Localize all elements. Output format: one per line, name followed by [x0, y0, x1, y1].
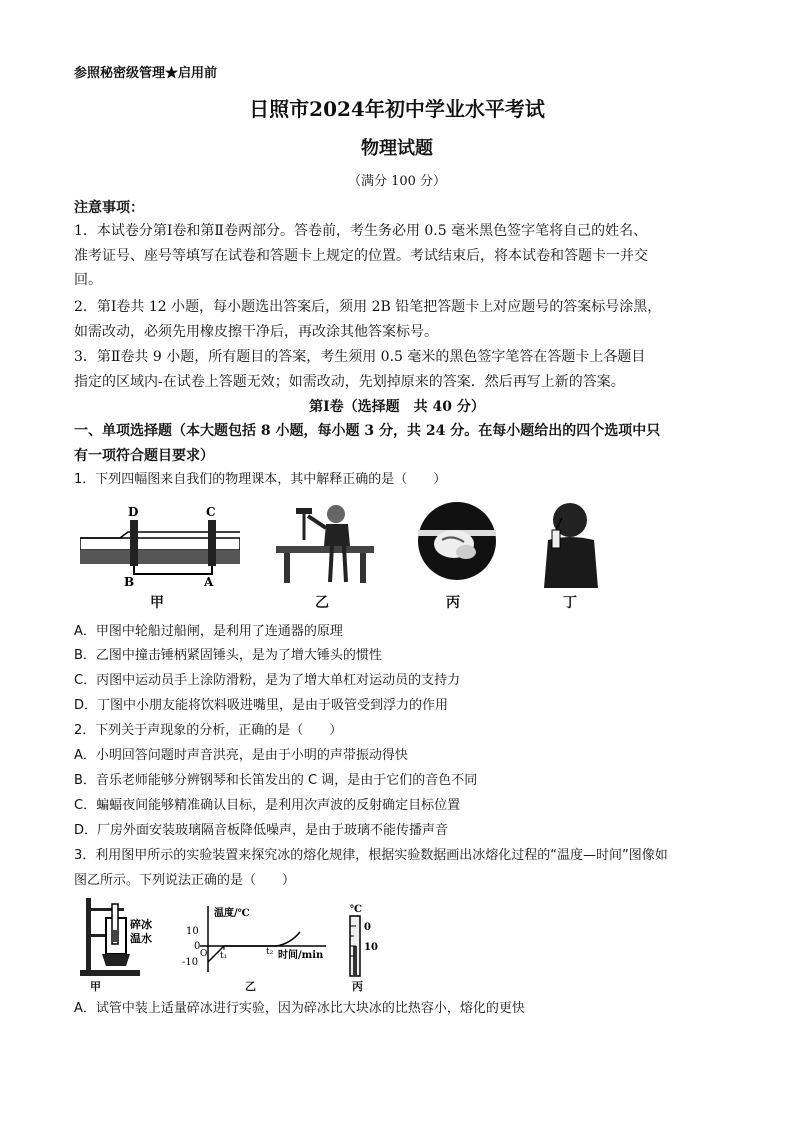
fig-label-ding: 丁	[563, 595, 577, 611]
q2-option-b: B．音乐老师能够分辨钢琴和长笛发出的 C 调，是由于它们的音色不同	[74, 773, 478, 788]
lock-label-c: C	[206, 505, 216, 519]
q1-option-a: A．甲图中轮船过船闸，是利用了连通器的原理	[74, 624, 343, 639]
fig-label-bing: 丙	[446, 595, 460, 611]
label-warm-water: 温水	[130, 932, 152, 945]
straw-drink-figure	[536, 498, 606, 588]
q3-stem-line2: 图乙所示。下列说法正确的是（ ）	[74, 873, 296, 888]
graph-tick-0: 0	[194, 941, 201, 952]
graph-t1: t₁	[220, 951, 228, 961]
thermometer-unit: ℃	[350, 904, 362, 915]
part-title: 第Ⅰ卷（选择题 共 40 分）	[309, 399, 485, 415]
q3-fig-label-jia: 甲	[90, 980, 101, 993]
hammer-figure	[270, 498, 380, 588]
notice-line: 3．第Ⅱ卷共 9 小题，所有题目的答案，考生须用 0.5 毫米的黑色签字笔答在答题卡上各题目	[74, 349, 646, 365]
fig-label-jia: 甲	[150, 595, 164, 611]
graph-t2: t₂	[266, 947, 274, 957]
lock-label-b: B	[124, 575, 135, 589]
q3-fig-label-yi: 乙	[245, 980, 256, 993]
graph-xlabel: 时间/min	[278, 950, 324, 961]
graph-tick-10: 10	[186, 926, 199, 937]
temperature-time-graph	[180, 902, 330, 980]
section-heading-cont: 有一项符合题目要求）	[74, 448, 214, 464]
notice-line: 指定的区域内-在试卷上答题无效；如需改动，先划掉原来的答案．然后再写上新的答案。	[74, 374, 625, 390]
confidential-label: 参照秘密级管理★启用前	[74, 66, 218, 81]
notice-line: 1．本试卷分第Ⅰ卷和第Ⅱ卷两部分。答卷前，考生务必用 0.5 毫米黑色签字笔将自己的姓名、	[74, 223, 648, 239]
thermometer-figure	[340, 902, 388, 978]
thermometer-mark-10: 10	[364, 942, 378, 953]
lock-chamber-tube-right	[208, 520, 216, 566]
chalk-hands-figure	[416, 500, 498, 582]
lock-chamber-tube-left	[130, 520, 138, 566]
graph-ylabel: 温度/℃	[214, 908, 250, 919]
q2-option-c: C．蝙蝠夜间能够精准确认目标，是利用次声波的反射确定目标位置	[74, 798, 461, 813]
q2-stem: 2．下列关于声现象的分析，正确的是（ ）	[74, 723, 343, 738]
notice-line: 回。	[74, 272, 102, 288]
q1-option-b: B．乙图中撞击锤柄紧固锤头，是为了增大锤头的惯性	[74, 648, 382, 663]
lock-label-a: A	[204, 575, 214, 589]
graph-tick-neg10: -10	[182, 957, 199, 968]
q3-fig-label-bing: 丙	[352, 980, 363, 993]
ice-melting-apparatus	[76, 894, 166, 986]
notice-line: 如需改动，必须先用橡皮擦干净后，再改涂其他答案标号。	[74, 324, 438, 340]
subject-title: 物理试题	[361, 138, 433, 159]
notice-heading: 注意事项：	[74, 200, 144, 216]
q1-stem: 1．下列四幅图来自我们的物理课本，其中解释正确的是（ ）	[74, 472, 447, 487]
fig-label-yi: 乙	[315, 595, 329, 611]
q3-stem-line1: 3．利用图甲所示的实验装置来探究冰的熔化规律，根据实验数据画出冰熔化过程的“温度—时间”图像如	[74, 848, 668, 863]
notice-line: 2．第Ⅰ卷共 12 小题，每小题选出答案后，须用 2B 铅笔把答题卡上对应题号的答案标号涂黑，	[74, 299, 662, 315]
graph-origin: O	[200, 949, 208, 959]
exam-title: 日照市2024年初中学业水平考试	[249, 97, 545, 121]
q2-option-d: D．厂房外面安装玻璃隔音板降低噪声，是由于玻璃不能传播声音	[74, 823, 449, 838]
q1-option-c: C．丙图中运动员手上涂防滑粉，是为了增大单杠对运动员的支持力	[74, 673, 461, 688]
thermometer-mark-0: 0	[364, 922, 371, 933]
label-crushed-ice: 碎冰	[130, 918, 152, 931]
q3-option-a: A．试管中装上适量碎冰进行实验，因为碎冰比大块冰的比热容小，熔化的更快	[74, 1001, 525, 1016]
lock-label-d: D	[128, 505, 139, 519]
q2-option-a: A．小明回答问题时声音洪亮，是由于小明的声带振动得快	[74, 748, 408, 763]
q1-option-d: D．丁图中小朋友能将饮料吸进嘴里，是由于吸管受到浮力的作用	[74, 698, 449, 713]
notice-line: 准考证号、座号等填写在试卷和答题卡上规定的位置。考试结束后，将本试卷和答题卡一并交	[74, 248, 648, 264]
ship-lock-figure	[80, 502, 240, 590]
full-score: （满分 100 分）	[347, 174, 447, 189]
section-heading: 一、单项选择题（本大题包括 8 小题，每小题 3 分，共 24 分。在每小题给出的四个选项中只	[74, 423, 661, 439]
